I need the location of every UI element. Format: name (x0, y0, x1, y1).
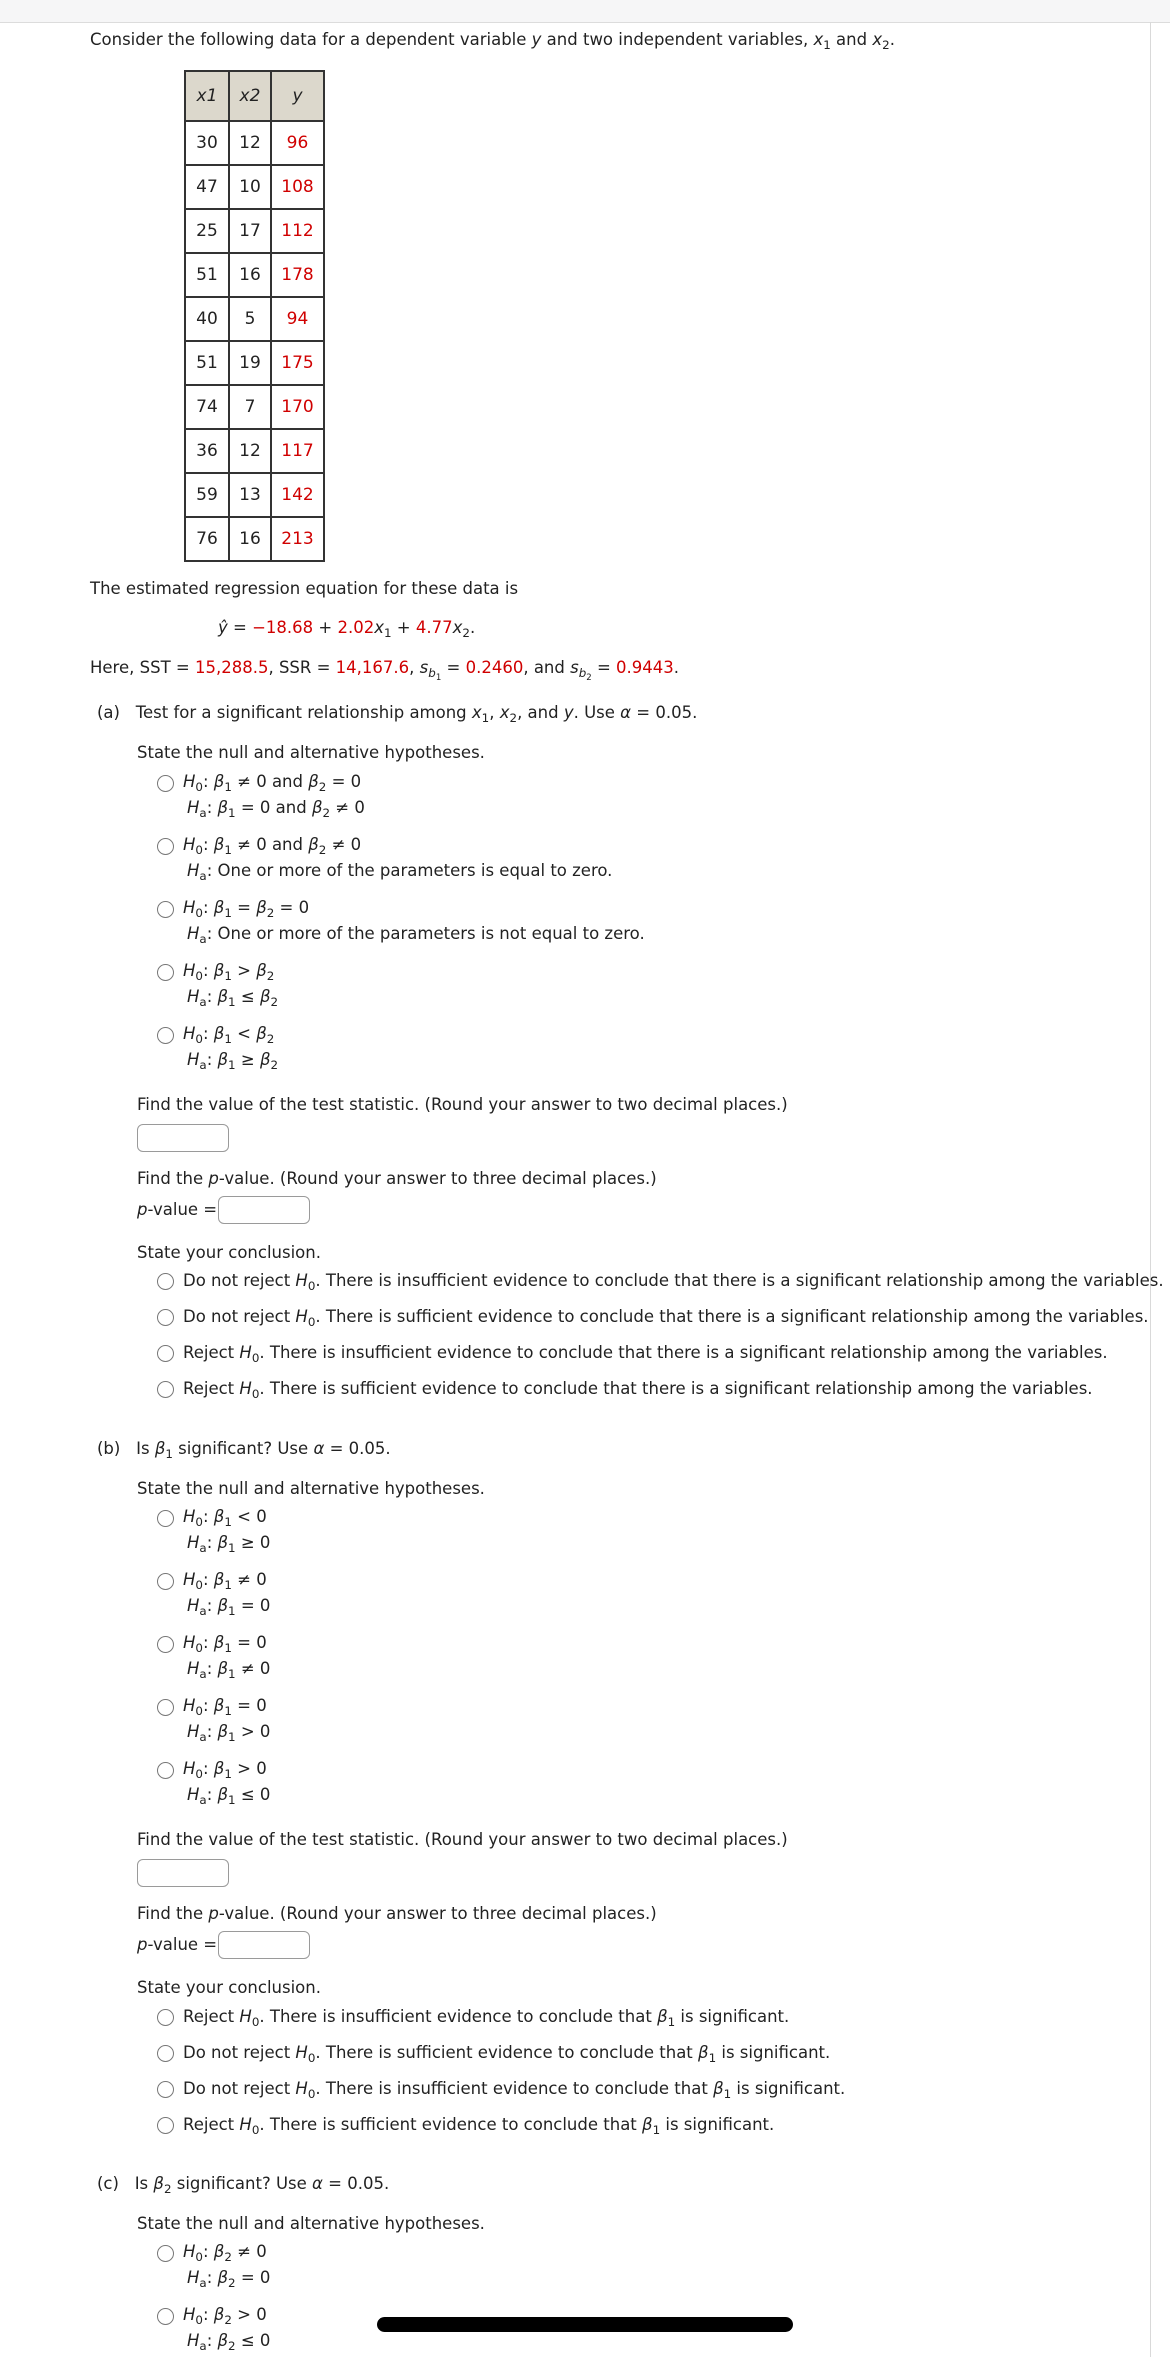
part-b-pvalue-label: p-value = (137, 1935, 218, 1954)
part-a-h0-option-4[interactable]: $H_0$: $\beta_1 > \beta_2$ (183, 961, 275, 984)
part-a-ha-option-3[interactable]: $H_a$: One or more of the parameters is not equal to zero. (187, 924, 645, 947)
sb2-value: 0.9443 (616, 658, 674, 677)
table-cell: 30 (185, 121, 229, 165)
part-c-ha-option-1[interactable]: $H_a$: $\beta_2 = 0$ (187, 2268, 271, 2291)
part-c-h0-option-2[interactable]: $H_0$: $\beta_2 > 0$ (183, 2305, 267, 2328)
part-a-hyp-prompt: State the null and alternative hypotheses. (137, 743, 485, 762)
table-cell: 25 (185, 209, 229, 253)
table-cell: 94 (271, 297, 324, 341)
part-a-h0-option-1[interactable]: $H_0$: $\beta_1 \ne 0$ and $\beta_2 = 0$ (183, 772, 362, 795)
data-table (184, 70, 325, 562)
part-b-pvalue-prompt: Find the p-value. (Round your answer to three decimal places.) (137, 1904, 657, 1923)
table-row (185, 341, 324, 385)
part-b-conclusion-radio-2[interactable] (157, 2045, 174, 2062)
table-row (185, 253, 324, 297)
table-cell: 7 (229, 385, 271, 429)
part-b-h0-option-2[interactable]: $H_0$: $\beta_1 \ne 0$ (183, 1570, 267, 1593)
table-cell: 96 (271, 121, 324, 165)
table-cell: 13 (229, 473, 271, 517)
part-b-test-stat-input[interactable] (137, 1859, 229, 1887)
part-a-conclusion-radio-3[interactable] (157, 1345, 174, 1362)
table-cell: 51 (185, 253, 229, 297)
part-b-hypothesis-radio-1[interactable] (157, 1510, 174, 1527)
table-header-y: y (271, 71, 324, 121)
table-row (185, 385, 324, 429)
part-a-hypothesis-radio-4[interactable] (157, 964, 174, 981)
part-b-ha-option-4[interactable]: $H_a$: $\beta_1 > 0$ (187, 1722, 271, 1745)
part-b-hyp-prompt: State the null and alternative hypotheses. (137, 1479, 485, 1498)
part-a-hypothesis-radio-2[interactable] (157, 838, 174, 855)
table-cell: 47 (185, 165, 229, 209)
part-b-hypothesis-radio-5[interactable] (157, 1762, 174, 1779)
part-a-ha-option-4[interactable]: $H_a$: $\beta_1 \le \beta_2$ (187, 987, 279, 1010)
coef-b2: 4.77 (415, 618, 453, 637)
part-a-conclusion-radio-1[interactable] (157, 1273, 174, 1290)
part-b-conclusion-radio-3[interactable] (157, 2081, 174, 2098)
part-a-hypothesis-radio-5[interactable] (157, 1027, 174, 1044)
table-cell: 170 (271, 385, 324, 429)
table-cell: 36 (185, 429, 229, 473)
table-cell: 74 (185, 385, 229, 429)
coef-b1: 2.02 (337, 618, 375, 637)
part-b-ha-option-5[interactable]: $H_a$: $\beta_1 \le 0$ (187, 1785, 271, 1808)
browser-top-bar (0, 0, 1170, 23)
table-cell: 16 (229, 253, 271, 297)
table-cell: 5 (229, 297, 271, 341)
ssr-value: 14,167.6 (335, 658, 410, 677)
table-row (185, 473, 324, 517)
part-a-question: (a) Test for a significant relationship among $x_1$, $x_2$, and y. Use α = 0.05. (97, 703, 698, 726)
part-a-conclusion-option-2[interactable]: Do not reject $H_0$. There is sufficient evidence to conclude that there is a significant relationship among the variables. (183, 1307, 1149, 1330)
part-b-conclusion-option-2[interactable]: Do not reject $H_0$. There is sufficient evidence to conclude that $\beta_1$ is significant. (183, 2043, 831, 2066)
sb1-value: 0.2460 (465, 658, 524, 677)
table-row (185, 297, 324, 341)
part-a-h0-option-2[interactable]: $H_0$: $\beta_1 \ne 0$ and $\beta_2 \ne 0$ (183, 835, 362, 858)
table-cell: 16 (229, 517, 271, 561)
table-cell: 12 (229, 429, 271, 473)
part-b-h0-option-1[interactable]: $H_0$: $\beta_1 < 0$ (183, 1507, 267, 1530)
table-header-x1: x1 (185, 71, 229, 121)
regression-equation: ŷ = $-18.68 + 2.02x_1 + 4.77x_2$. (218, 618, 476, 641)
part-a-test-stat-prompt: Find the value of the test statistic. (Round your answer to two decimal places.) (137, 1095, 788, 1114)
part-b-h0-option-4[interactable]: $H_0$: $\beta_1 = 0$ (183, 1696, 267, 1719)
part-c-hypothesis-radio-1[interactable] (157, 2245, 174, 2262)
part-c-hypothesis-radio-2[interactable] (157, 2308, 174, 2325)
part-a-ha-option-2[interactable]: $H_a$: One or more of the parameters is equal to zero. (187, 861, 613, 884)
part-a-conclusion-prompt: State your conclusion. (137, 1243, 321, 1262)
part-a-conclusion-option-3[interactable]: Reject $H_0$. There is insufficient evidence to conclude that there is a significant relationship among the variables. (183, 1343, 1108, 1366)
table-cell: 59 (185, 473, 229, 517)
horizontal-scrollbar[interactable] (377, 2317, 793, 2332)
part-c-ha-option-2[interactable]: $H_a$: $\beta_2 \le 0$ (187, 2331, 271, 2354)
table-cell: 108 (271, 165, 324, 209)
part-a-h0-option-5[interactable]: $H_0$: $\beta_1 < \beta_2$ (183, 1024, 275, 1047)
intro-text: Consider the following data for a dependent variable y and two independent variables, $x_1$ and $x_2$. (90, 30, 895, 53)
part-c-h0-option-1[interactable]: $H_0$: $\beta_2 \ne 0$ (183, 2242, 267, 2265)
part-b-test-stat-prompt: Find the value of the test statistic. (Round your answer to two decimal places.) (137, 1830, 788, 1849)
table-cell: 10 (229, 165, 271, 209)
part-b-conclusion-prompt: State your conclusion. (137, 1978, 321, 1997)
part-b-conclusion-option-3[interactable]: Do not reject $H_0$. There is insufficient evidence to conclude that $\beta_1$ is significant. (183, 2079, 846, 2102)
part-a-conclusion-option-1[interactable]: Do not reject $H_0$. There is insufficient evidence to conclude that there is a significant relationship among the variables. (183, 1271, 1164, 1294)
part-b-h0-option-3[interactable]: $H_0$: $\beta_1 = 0$ (183, 1633, 267, 1656)
part-b-conclusion-option-4[interactable]: Reject $H_0$. There is sufficient evidence to conclude that $\beta_1$ is significant. (183, 2115, 775, 2138)
table-cell: 12 (229, 121, 271, 165)
table-cell: 112 (271, 209, 324, 253)
coef-b0: −18.68 (252, 618, 314, 637)
table-cell: 40 (185, 297, 229, 341)
table-cell: 51 (185, 341, 229, 385)
part-b-ha-option-1[interactable]: $H_a$: $\beta_1 \ge 0$ (187, 1533, 271, 1556)
part-a-conclusion-option-4[interactable]: Reject $H_0$. There is sufficient evidence to conclude that there is a significant relationship among the variables. (183, 1379, 1093, 1402)
part-b-conclusion-radio-1[interactable] (157, 2009, 174, 2026)
table-cell: 178 (271, 253, 324, 297)
part-b-question: (b) Is $\beta_1$ significant? Use α = 0.05. (97, 1439, 391, 1462)
part-a-hypothesis-radio-1[interactable] (157, 775, 174, 792)
part-c-hyp-prompt: State the null and alternative hypotheses. (137, 2214, 485, 2233)
table-row (185, 165, 324, 209)
table-row (185, 429, 324, 473)
part-a-hypothesis-radio-3[interactable] (157, 901, 174, 918)
table-row (185, 209, 324, 253)
part-a-pvalue-label: p-value = (137, 1200, 218, 1219)
part-a-pvalue-input[interactable] (218, 1196, 310, 1224)
part-a-conclusion-radio-2[interactable] (157, 1309, 174, 1326)
part-b-pvalue-input[interactable] (218, 1931, 310, 1959)
part-b-hypothesis-radio-2[interactable] (157, 1573, 174, 1590)
part-b-ha-option-3[interactable]: $H_a$: $\beta_1 \ne 0$ (187, 1659, 271, 1682)
part-a-pvalue-prompt: Find the p-value. (Round your answer to three decimal places.) (137, 1169, 657, 1188)
part-b-h0-option-5[interactable]: $H_0$: $\beta_1 > 0$ (183, 1759, 267, 1782)
part-c-question: (c) Is $\beta_2$ significant? Use α = 0.05. (97, 2174, 390, 2197)
table-header-x2: x2 (229, 71, 271, 121)
part-b-hypothesis-radio-4[interactable] (157, 1699, 174, 1716)
part-a-test-stat-input[interactable] (137, 1124, 229, 1152)
table-row (185, 121, 324, 165)
part-b-hypothesis-radio-3[interactable] (157, 1636, 174, 1653)
summary-stats: Here, SST = 15,288.5, SSR = 14,167.6, $s_{b_1} = 0.2460$, and $s_{b_2} = 0.9443$. (90, 658, 680, 684)
part-a-ha-option-1[interactable]: $H_a$: $\beta_1 = 0$ and $\beta_2 \ne 0$ (187, 798, 365, 821)
part-b-conclusion-radio-4[interactable] (157, 2117, 174, 2134)
table-cell: 19 (229, 341, 271, 385)
part-a-conclusion-radio-4[interactable] (157, 1381, 174, 1398)
part-b-ha-option-2[interactable]: $H_a$: $\beta_1 = 0$ (187, 1596, 271, 1619)
sst-value: 15,288.5 (194, 658, 269, 677)
content-right-border (1150, 22, 1151, 2357)
part-a-h0-option-3[interactable]: $H_0$: $\beta_1 = \beta_2 = 0$ (183, 898, 310, 921)
table-cell: 76 (185, 517, 229, 561)
table-cell: 175 (271, 341, 324, 385)
regression-intro: The estimated regression equation for these data is (90, 579, 519, 598)
table-cell: 213 (271, 517, 324, 561)
table-cell: 142 (271, 473, 324, 517)
part-b-conclusion-option-1[interactable]: Reject $H_0$. There is insufficient evidence to conclude that $\beta_1$ is significant. (183, 2007, 790, 2030)
table-row (185, 517, 324, 561)
table-cell: 17 (229, 209, 271, 253)
table-cell: 117 (271, 429, 324, 473)
part-a-ha-option-5[interactable]: $H_a$: $\beta_1 \ge \beta_2$ (187, 1050, 279, 1073)
